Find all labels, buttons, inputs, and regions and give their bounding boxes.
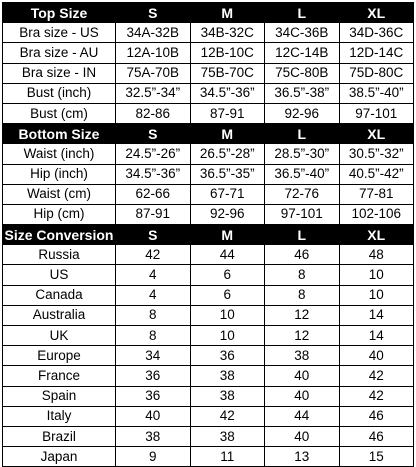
- size-value-s: 4: [116, 265, 191, 285]
- size-value-xl: 46: [339, 426, 414, 446]
- size-chart: [2, 2, 413, 467]
- size-value-l: 12C-14B: [265, 43, 340, 63]
- size-value-m: 34.5”-36”: [190, 83, 265, 103]
- table-row: [3, 346, 414, 366]
- row-label: Bust (inch): [3, 83, 116, 103]
- row-label: Waist (cm): [3, 184, 116, 204]
- size-value-l: 92-96: [265, 103, 340, 123]
- table-row: [3, 426, 414, 446]
- size-value-xl: 34D-36C: [339, 23, 414, 43]
- row-label: France: [3, 366, 116, 386]
- size-value-m: 42: [190, 406, 265, 426]
- size-value-m: 26.5”-28”: [190, 144, 265, 164]
- size-header-l: L: [265, 124, 340, 144]
- table-row: [3, 83, 414, 103]
- size-value-s: 34A-32B: [116, 23, 191, 43]
- size-value-xl: 14: [339, 326, 414, 346]
- size-value-m: 38: [190, 426, 265, 446]
- size-value-m: 87-91: [190, 103, 265, 123]
- row-label: Italy: [3, 406, 116, 426]
- size-value-s: 34: [116, 346, 191, 366]
- size-value-l: 38: [265, 346, 340, 366]
- size-value-l: 28.5”-30”: [265, 144, 340, 164]
- size-value-xl: 102-106: [339, 204, 414, 224]
- table-row: [3, 406, 414, 426]
- table-row: [3, 164, 414, 184]
- size-value-l: 40: [265, 366, 340, 386]
- row-label: Bra size - IN: [3, 63, 116, 83]
- section-title: Size Conversion: [3, 225, 116, 245]
- table-row: [3, 23, 414, 43]
- size-value-xl: 46: [339, 406, 414, 426]
- size-value-l: 97-101: [265, 204, 340, 224]
- size-value-l: 72-76: [265, 184, 340, 204]
- size-value-s: 62-66: [116, 184, 191, 204]
- size-value-xl: 10: [339, 265, 414, 285]
- size-value-l: 12: [265, 305, 340, 325]
- size-value-s: 24.5”-26”: [116, 144, 191, 164]
- row-label: Russia: [3, 245, 116, 265]
- table-row: [3, 305, 414, 325]
- size-chart-body: [3, 3, 414, 467]
- size-value-s: 4: [116, 285, 191, 305]
- row-label: US: [3, 265, 116, 285]
- row-label: Spain: [3, 386, 116, 406]
- table-row: [3, 144, 414, 164]
- size-value-xl: 77-81: [339, 184, 414, 204]
- size-chart-table: [2, 2, 414, 467]
- size-header-m: M: [190, 225, 265, 245]
- row-label: Japan: [3, 447, 116, 467]
- size-header-l: L: [265, 225, 340, 245]
- size-value-m: 6: [190, 265, 265, 285]
- size-value-l: 46: [265, 245, 340, 265]
- row-label: Europe: [3, 346, 116, 366]
- size-value-l: 13: [265, 447, 340, 467]
- size-value-l: 40: [265, 426, 340, 446]
- section-header-row: [3, 124, 414, 144]
- row-label: Australia: [3, 305, 116, 325]
- size-value-m: 10: [190, 305, 265, 325]
- size-value-s: 34.5”-36”: [116, 164, 191, 184]
- size-value-l: 34C-36B: [265, 23, 340, 43]
- size-value-xl: 42: [339, 386, 414, 406]
- size-value-xl: 97-101: [339, 103, 414, 123]
- size-value-l: 12: [265, 326, 340, 346]
- size-value-s: 42: [116, 245, 191, 265]
- size-value-l: 36.5”-38”: [265, 83, 340, 103]
- row-label: Waist (inch): [3, 144, 116, 164]
- size-header-m: M: [190, 124, 265, 144]
- size-value-s: 8: [116, 305, 191, 325]
- table-row: [3, 43, 414, 63]
- table-row: [3, 63, 414, 83]
- row-label: Bra size - AU: [3, 43, 116, 63]
- table-row: [3, 366, 414, 386]
- size-value-m: 75B-70C: [190, 63, 265, 83]
- size-value-l: 8: [265, 265, 340, 285]
- size-value-xl: 42: [339, 366, 414, 386]
- row-label: UK: [3, 326, 116, 346]
- size-value-l: 75C-80B: [265, 63, 340, 83]
- size-header-s: S: [116, 225, 191, 245]
- size-value-xl: 40.5”-42”: [339, 164, 414, 184]
- section-title: Bottom Size: [3, 124, 116, 144]
- size-value-m: 34B-32C: [190, 23, 265, 43]
- size-value-m: 10: [190, 326, 265, 346]
- size-value-s: 12A-10B: [116, 43, 191, 63]
- size-value-m: 12B-10C: [190, 43, 265, 63]
- size-value-s: 87-91: [116, 204, 191, 224]
- table-row: [3, 285, 414, 305]
- size-value-m: 38: [190, 386, 265, 406]
- size-value-l: 8: [265, 285, 340, 305]
- row-label: Brazil: [3, 426, 116, 446]
- size-value-m: 6: [190, 285, 265, 305]
- row-label: Hip (inch): [3, 164, 116, 184]
- section-header-row: [3, 3, 414, 23]
- size-value-s: 32.5”-34”: [116, 83, 191, 103]
- size-value-xl: 14: [339, 305, 414, 325]
- row-label: Bra size - US: [3, 23, 116, 43]
- row-label: Bust (cm): [3, 103, 116, 123]
- row-label: Canada: [3, 285, 116, 305]
- size-value-xl: 12D-14C: [339, 43, 414, 63]
- table-row: [3, 184, 414, 204]
- size-value-s: 38: [116, 426, 191, 446]
- size-header-xl: XL: [339, 124, 414, 144]
- size-value-m: 92-96: [190, 204, 265, 224]
- section-header-row: [3, 225, 414, 245]
- size-value-xl: 10: [339, 285, 414, 305]
- size-value-s: 36: [116, 366, 191, 386]
- size-value-xl: 75D-80C: [339, 63, 414, 83]
- table-row: [3, 326, 414, 346]
- size-value-s: 9: [116, 447, 191, 467]
- table-row: [3, 265, 414, 285]
- size-value-l: 40: [265, 386, 340, 406]
- size-header-l: L: [265, 3, 340, 23]
- size-value-m: 38: [190, 366, 265, 386]
- size-value-m: 11: [190, 447, 265, 467]
- size-value-m: 36: [190, 346, 265, 366]
- section-title: Top Size: [3, 3, 116, 23]
- size-header-s: S: [116, 3, 191, 23]
- size-header-m: M: [190, 3, 265, 23]
- size-value-m: 44: [190, 245, 265, 265]
- size-value-xl: 15: [339, 447, 414, 467]
- table-row: [3, 103, 414, 123]
- size-value-xl: 38.5”-40”: [339, 83, 414, 103]
- size-value-s: 40: [116, 406, 191, 426]
- table-row: [3, 386, 414, 406]
- size-value-xl: 30.5”-32”: [339, 144, 414, 164]
- row-label: Hip (cm): [3, 204, 116, 224]
- size-value-xl: 48: [339, 245, 414, 265]
- size-value-xl: 40: [339, 346, 414, 366]
- size-value-s: 36: [116, 386, 191, 406]
- size-header-s: S: [116, 124, 191, 144]
- table-row: [3, 245, 414, 265]
- size-value-s: 75A-70B: [116, 63, 191, 83]
- size-value-l: 44: [265, 406, 340, 426]
- size-value-s: 8: [116, 326, 191, 346]
- size-value-m: 67-71: [190, 184, 265, 204]
- size-value-l: 36.5”-40”: [265, 164, 340, 184]
- table-row: [3, 204, 414, 224]
- size-value-m: 36.5”-35”: [190, 164, 265, 184]
- size-header-xl: XL: [339, 3, 414, 23]
- size-value-s: 82-86: [116, 103, 191, 123]
- size-header-xl: XL: [339, 225, 414, 245]
